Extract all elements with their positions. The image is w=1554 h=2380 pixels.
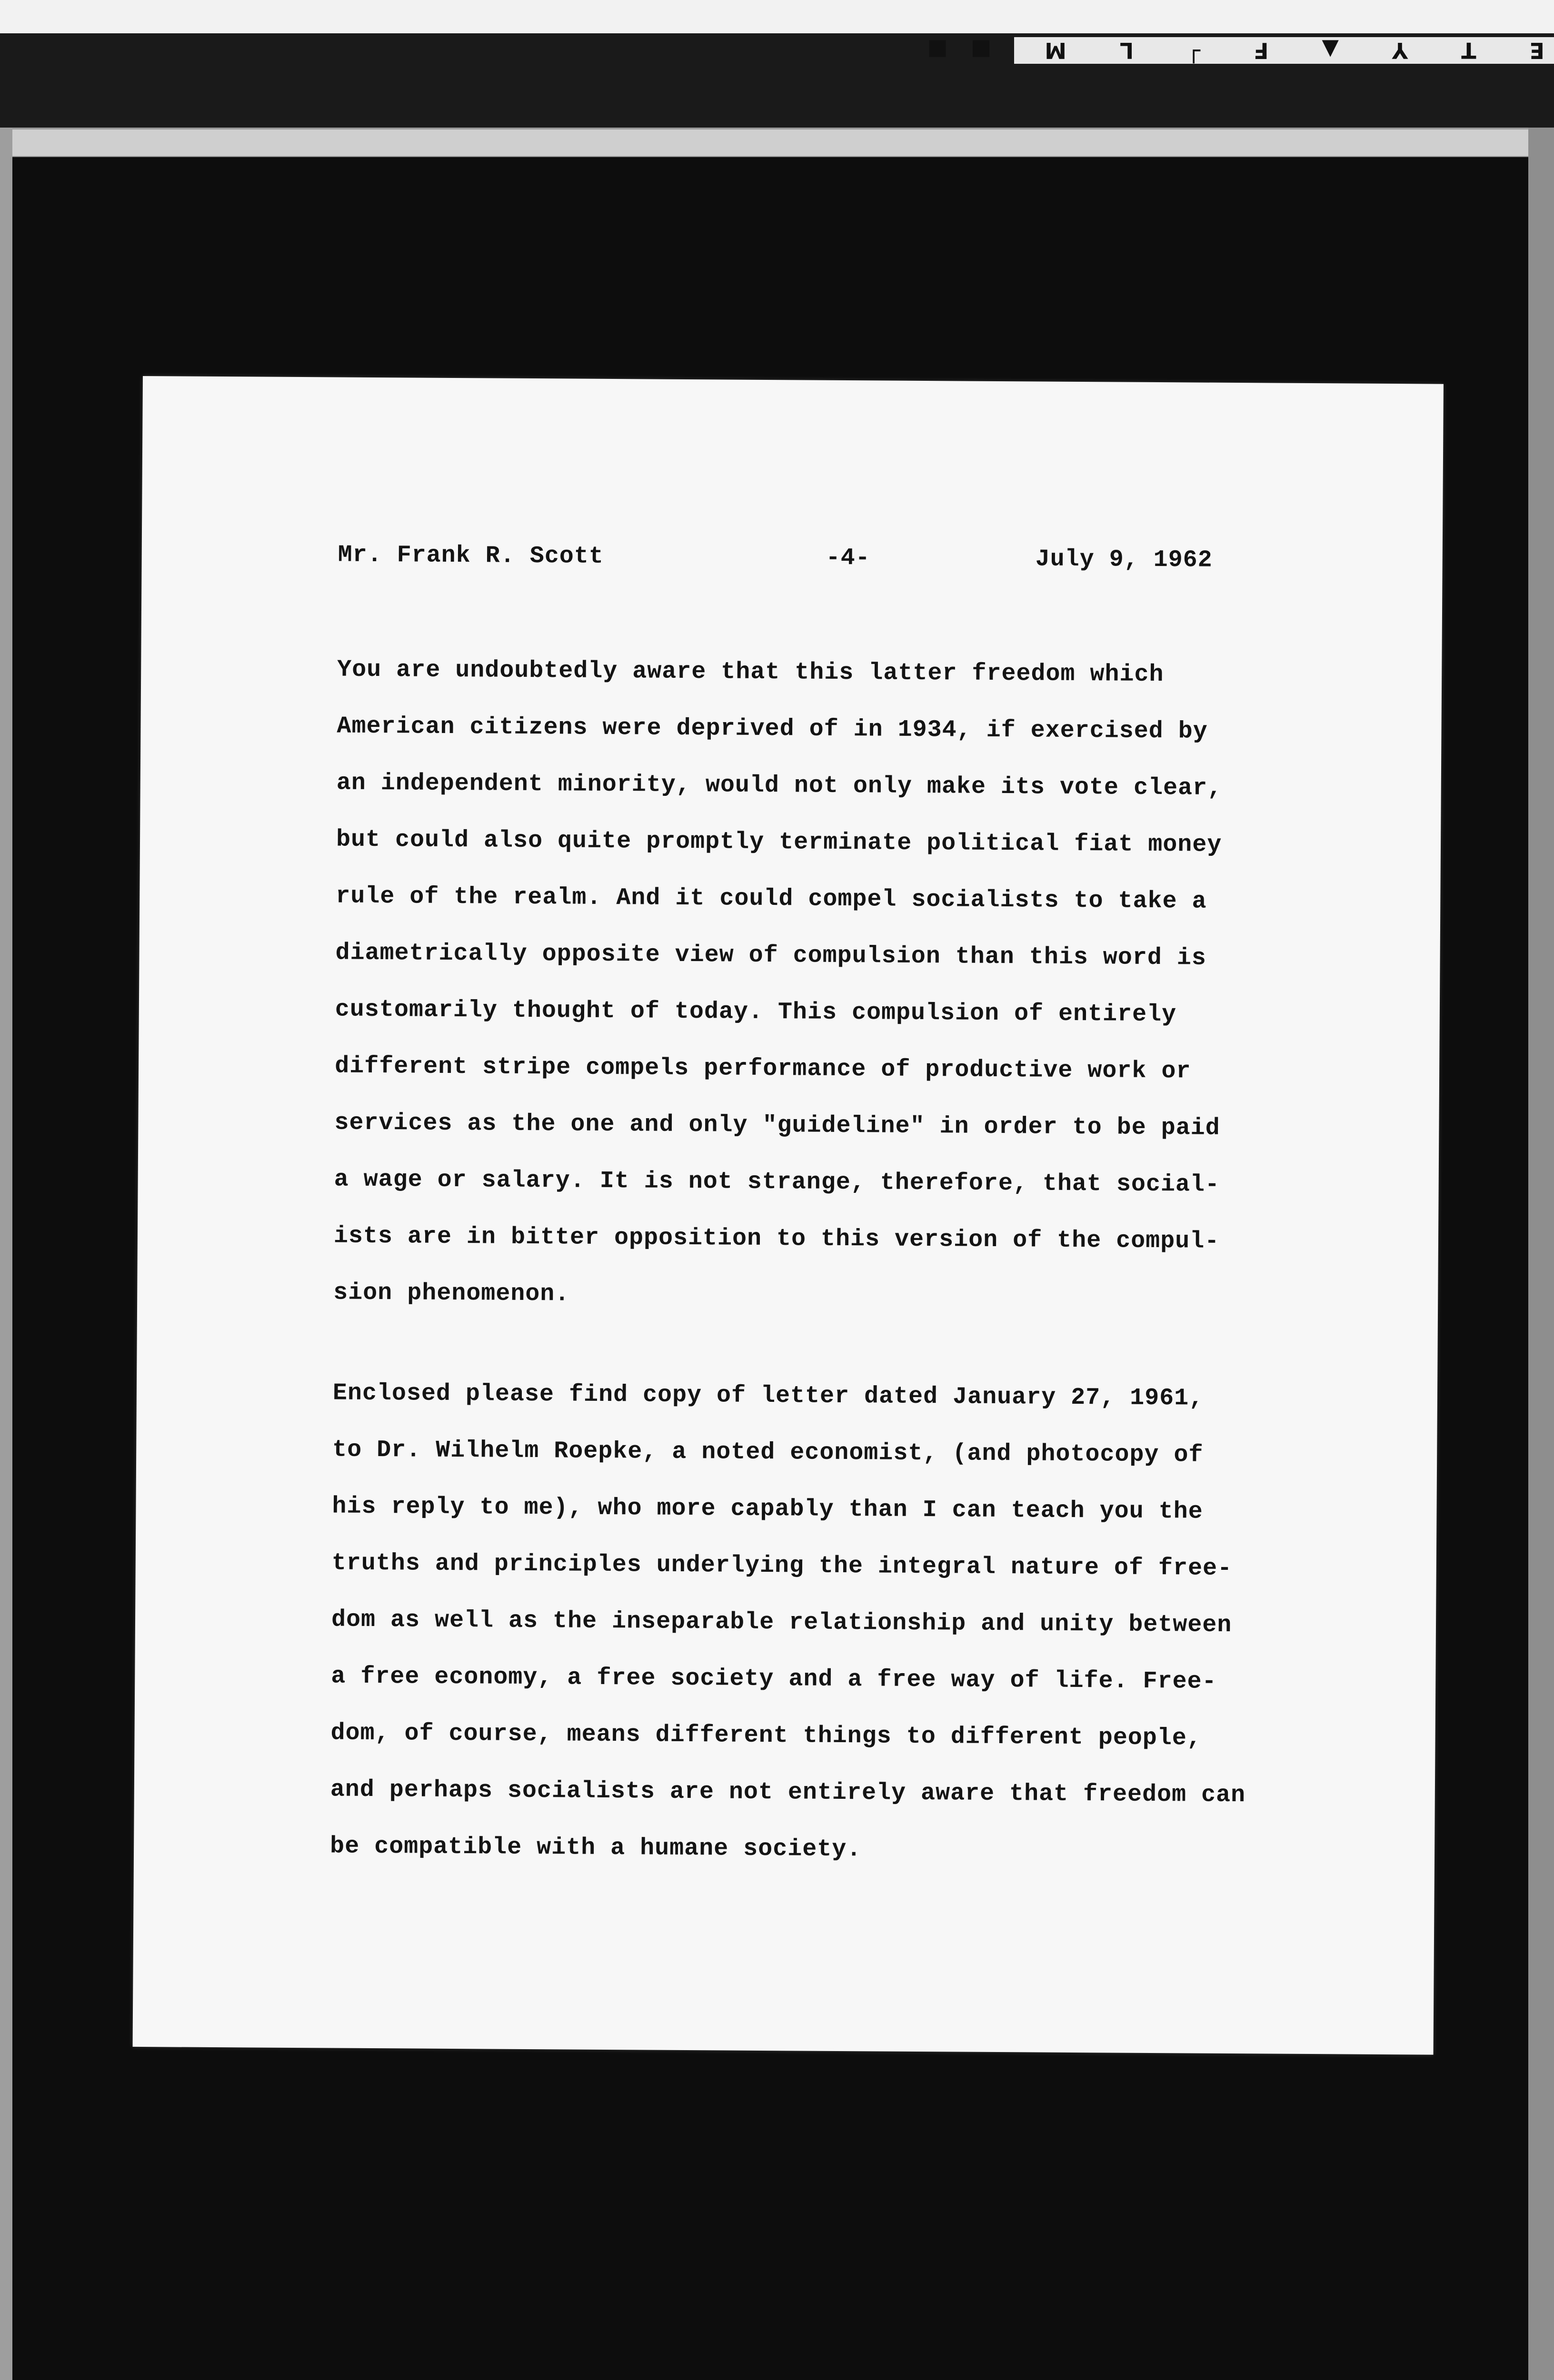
letter-page: [133, 376, 1444, 2055]
text-line: and perhaps socialists are not entirely aware that freedom can: [330, 1776, 1246, 1809]
text-line: a free economy, a free society and a free way of life. Free-: [331, 1663, 1217, 1696]
text-line: but could also quite promptly terminate political fiat money: [336, 826, 1222, 859]
text-line: different stripe compels performance of productive work or: [334, 1052, 1191, 1085]
text-line: to Dr. Wilhelm Roepke, a noted economist, (and photocopy of: [332, 1436, 1204, 1469]
letter-date: July 9, 1962: [1035, 545, 1213, 574]
text-line: be compatible with a humane society.: [329, 1833, 862, 1864]
film-edge-code: E T Y ▲ F ┘ L M ■■: [1014, 37, 1554, 64]
text-line: Enclosed please find copy of letter dated January 27, 1961,: [332, 1379, 1204, 1412]
text-line: You are undoubtedly aware that this latter freedom which: [337, 656, 1164, 689]
text-line: a wage or salary. It is not strange, therefore, that social-: [334, 1166, 1220, 1199]
text-line: his reply to me), who more capably than I can teach you the: [332, 1493, 1203, 1526]
paragraph-2: [330, 1377, 1352, 1893]
text-line: customarily thought of today. This compulsion of entirely: [335, 996, 1177, 1029]
text-line: services as the one and only "guideline" in order to be paid: [334, 1109, 1220, 1142]
text-line: ists are in bitter opposition to this version of the compul-: [333, 1222, 1220, 1255]
film-top-edge: [0, 0, 1554, 33]
text-line: dom as well as the inseparable relationship and unity between: [331, 1606, 1232, 1639]
text-line: dom, of course, means different things to different people,: [330, 1719, 1202, 1752]
recipient-name: Mr. Frank R. Scott: [338, 541, 604, 570]
frame-top-rail: [0, 128, 1554, 159]
page-number: -4-: [826, 544, 870, 572]
text-line: American citizens were deprived of in 1934, if exercised by: [337, 713, 1208, 745]
letter-header: [338, 542, 1242, 581]
paragraph-1: [333, 654, 1356, 1339]
frame-right-rail: [1528, 128, 1554, 2380]
text-line: rule of the realm. And it could compel socialists to take a: [336, 883, 1207, 915]
text-line: an independent minority, would not only make its vote clear,: [336, 769, 1223, 802]
text-line: diametrically opposite view of compulsion than this word is: [335, 939, 1207, 972]
frame-left-rail: [0, 128, 12, 2380]
text-line: sion phenomenon.: [333, 1279, 570, 1308]
text-line: truths and principles underlying the integral nature of free-: [331, 1549, 1233, 1583]
